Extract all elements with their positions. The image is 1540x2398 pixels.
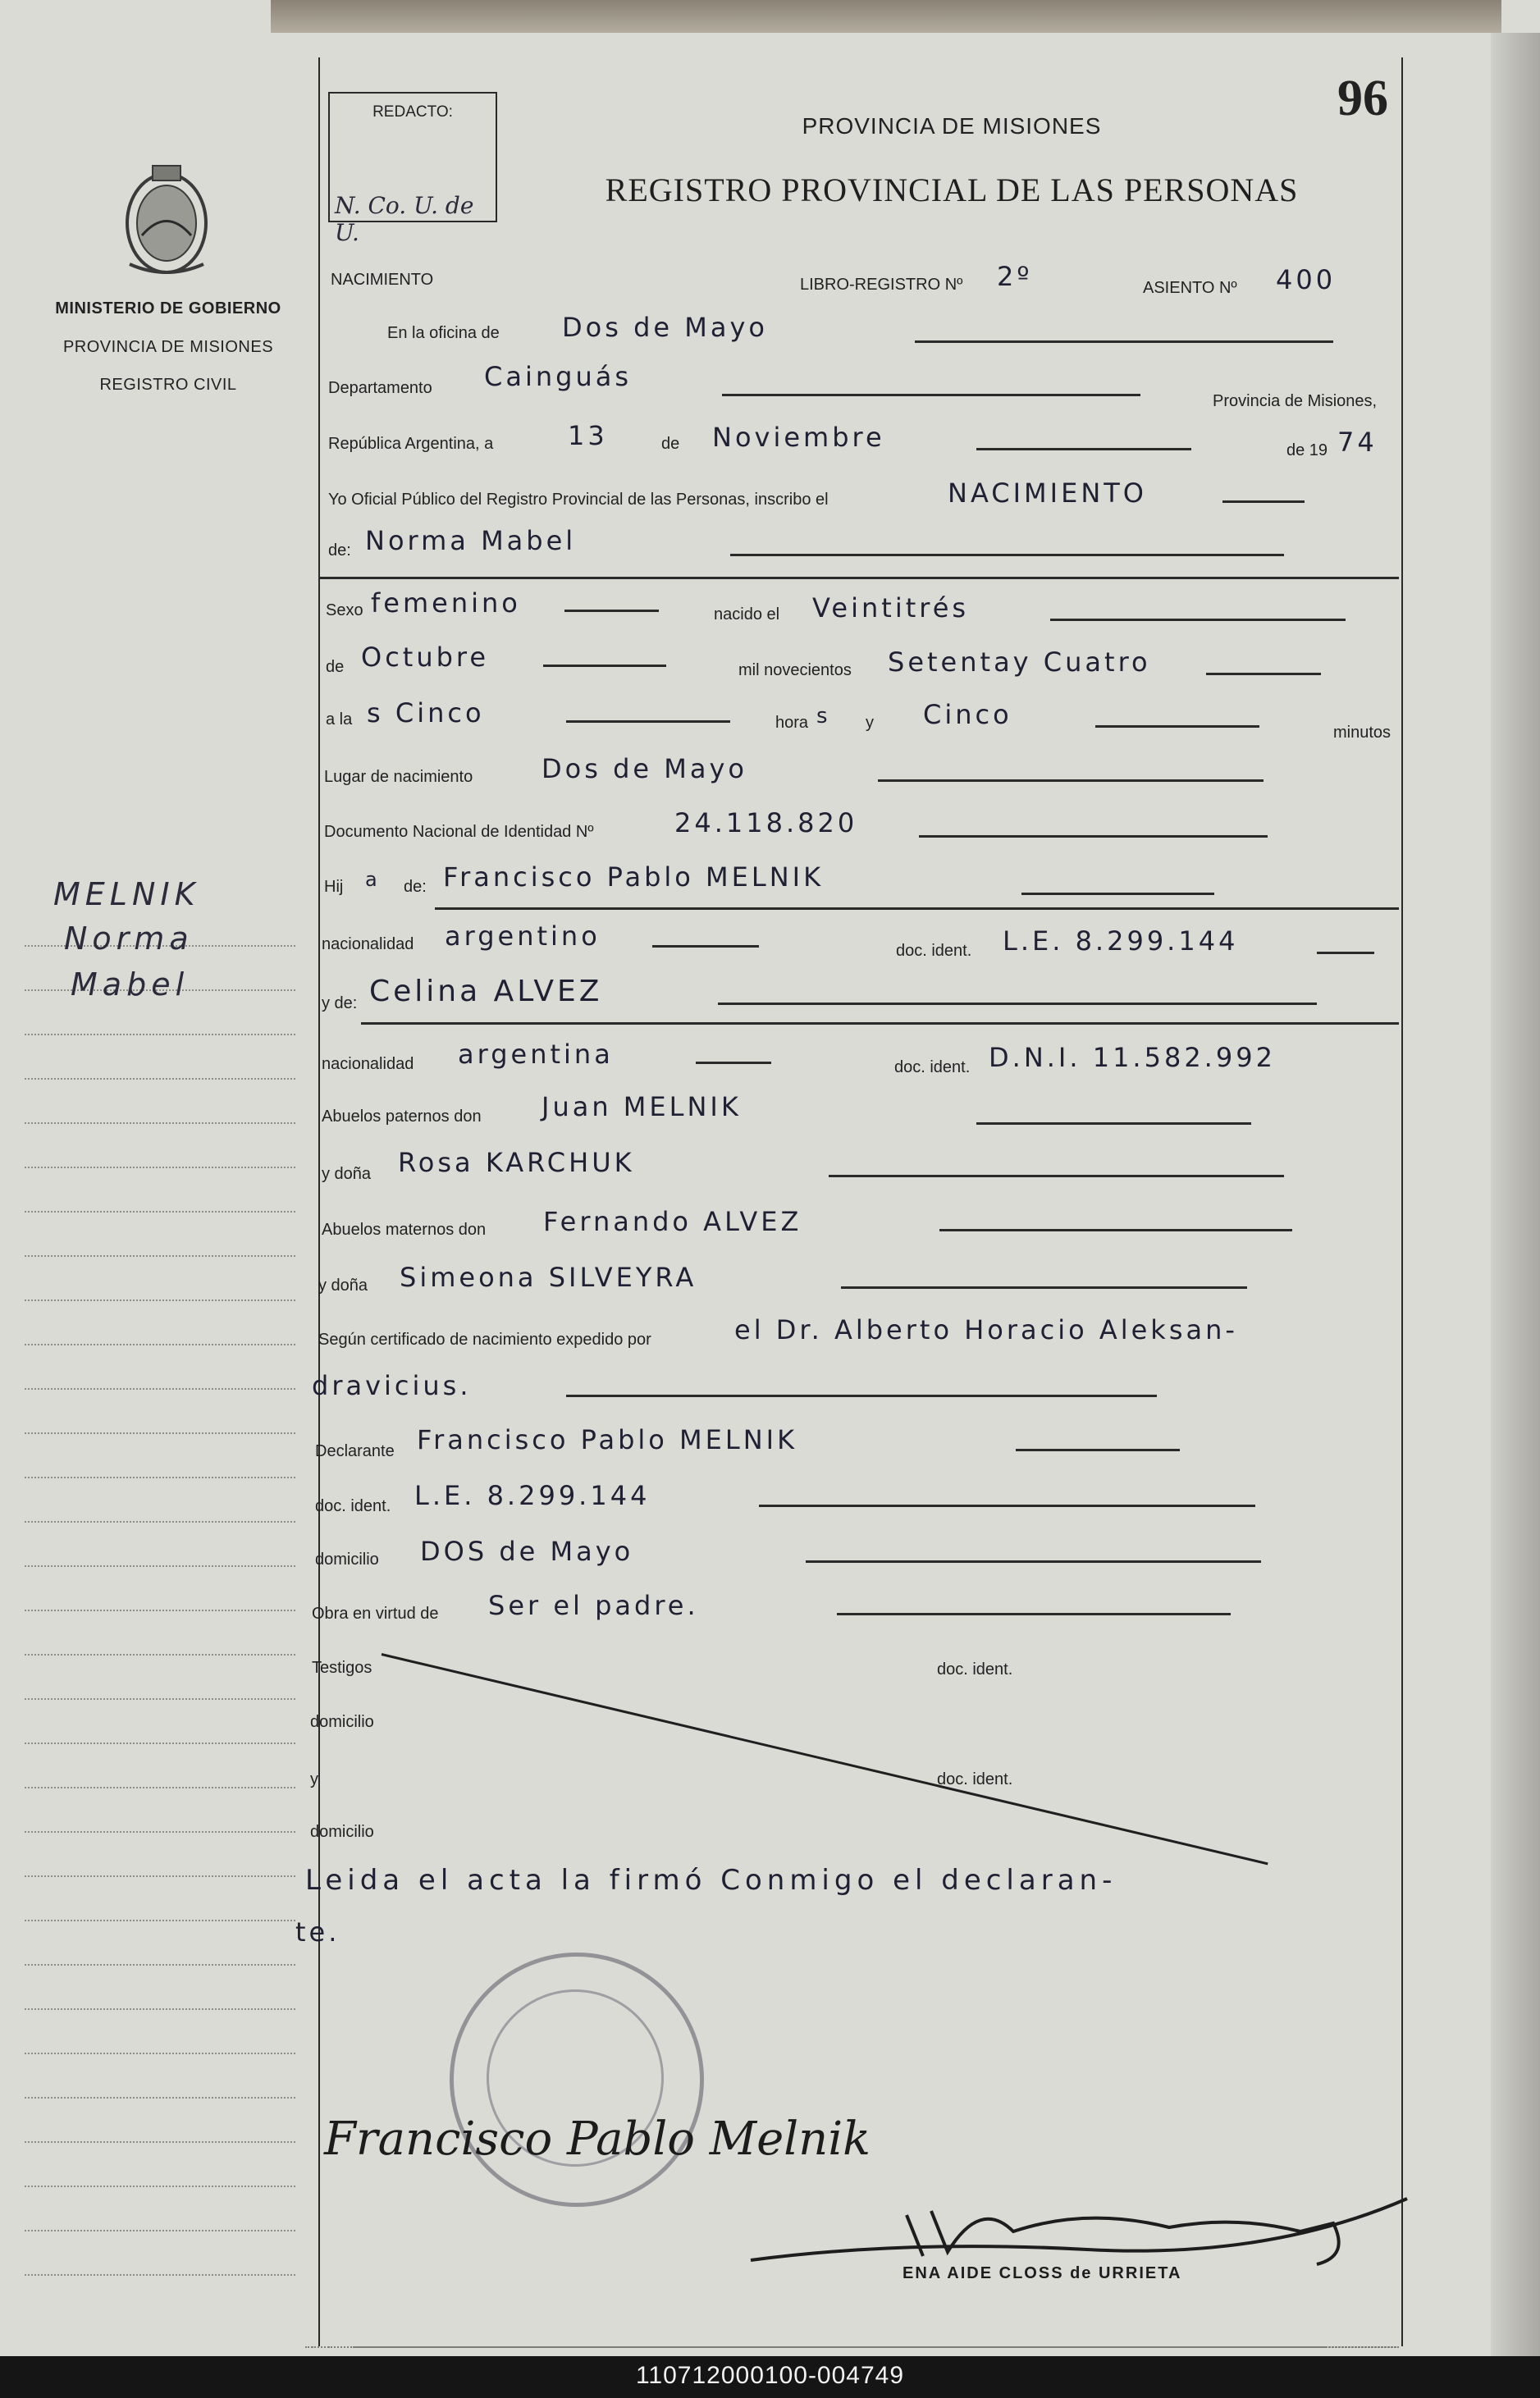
madre-doc-value: D.N.I. 11.582.992	[989, 1042, 1276, 1073]
ab-mat-don-value: Fernando ALVEZ	[543, 1206, 802, 1237]
declarante-label: Declarante	[315, 1442, 395, 1460]
mil-label: mil novecientos	[738, 661, 852, 679]
mil-value: Setentay Cuatro	[888, 646, 1151, 678]
padre-nac-label: nacionalidad	[322, 935, 414, 953]
redacto-label: REDACTO:	[372, 103, 453, 121]
libro-value: 2º	[997, 261, 1033, 292]
padre-doc-label: doc. ident.	[896, 942, 972, 960]
madre-nac-value: argentina	[458, 1039, 614, 1070]
sexo-value: femenino	[371, 587, 521, 619]
asiento-value: 400	[1276, 264, 1337, 295]
ala-label: a la	[326, 710, 353, 729]
de-name-label: de:	[328, 541, 351, 560]
hora-label: hora	[775, 714, 809, 732]
departamento-label: Departamento	[328, 379, 432, 397]
name-value: Norma Mabel	[365, 525, 577, 556]
ab-mat-dona-value: Simeona SILVEYRA	[400, 1262, 697, 1293]
oficina-label: En la oficina de	[387, 324, 500, 342]
hijo-suffix: a	[365, 868, 381, 891]
asiento-label: ASIENTO Nº	[1143, 279, 1237, 297]
redacto-box	[328, 92, 497, 246]
oficina-value: Dos de Mayo	[562, 312, 768, 343]
testigos-doc-label: doc. ident.	[937, 1660, 1013, 1679]
madre-value: Celina ALVEZ	[369, 975, 603, 1008]
province-crest-icon	[105, 158, 228, 281]
redacto-value: N. Co. U. de U.	[335, 192, 474, 246]
ab-pat-dona-label: y doña	[322, 1165, 372, 1183]
page-number: 96	[1337, 71, 1388, 126]
leida-text-cont: te.	[295, 1916, 340, 1948]
testigos-domicilio-label: domicilio	[310, 1713, 374, 1731]
madre-label: y de:	[322, 994, 358, 1012]
ab-mat-label: Abuelos maternos don	[322, 1221, 487, 1239]
oficial-text: Yo Oficial Público del Registro Provincial de las Personas, inscribo el	[328, 491, 829, 509]
minutos-label: minutos	[1333, 724, 1391, 742]
domicilio-label: domicilio	[315, 1551, 379, 1569]
minutos-value: Cinco	[923, 699, 1012, 730]
year-label: de 19	[1286, 441, 1328, 459]
testigos-label: Testigos	[312, 1659, 372, 1677]
record-type-label: NACIMIENTO	[331, 271, 434, 289]
hijo-de-label: de:	[404, 878, 427, 896]
libro-label: LIBRO-REGISTRO Nº	[800, 276, 963, 294]
dni-value: 24.118.820	[674, 807, 858, 838]
ministry-registry: REGISTRO CIVIL	[99, 376, 237, 394]
de2-label: de	[326, 658, 345, 676]
decl-doc-label: doc. ident.	[315, 1497, 391, 1515]
official-stamp	[450, 1953, 704, 2207]
margin-note-surname: MELNIK	[53, 876, 200, 912]
hijo-label: Hij	[324, 878, 344, 896]
day-value: 13	[568, 420, 608, 451]
padre-nac-value: argentino	[445, 920, 601, 952]
departamento-value: Cainguás	[484, 361, 632, 392]
padre-value: Francisco Pablo MELNIK	[443, 861, 825, 893]
ministry-province: PROVINCIA DE MISIONES	[62, 338, 274, 356]
leida-text: Leida el acta la firmó Conmigo el declaran-	[305, 1864, 1117, 1897]
de-label: de	[661, 435, 680, 453]
ministry-title: MINISTERIO DE GOBIERNO	[55, 299, 281, 317]
page-edge	[1491, 33, 1540, 2356]
margin-ruled-lines	[25, 902, 295, 2276]
madre-nac-label: nacionalidad	[322, 1055, 414, 1073]
y-label: y	[866, 714, 874, 732]
official-signature-scribble	[743, 2182, 1415, 2272]
lugar-label: Lugar de nacimiento	[324, 768, 473, 786]
year-value: 74	[1337, 427, 1378, 458]
margin-note-second: Mabel	[71, 966, 190, 1003]
ab-pat-don-value: Juan MELNIK	[542, 1091, 742, 1122]
domicilio-value: DOS de Mayo	[420, 1536, 634, 1567]
lugar-value: Dos de Mayo	[542, 753, 747, 784]
padre-doc-value: L.E. 8.299.144	[1003, 925, 1239, 957]
ab-mat-dona-label: y doña	[318, 1277, 368, 1295]
testigos-doc2-label: doc. ident.	[937, 1770, 1013, 1788]
obra-value: Ser el padre.	[488, 1590, 699, 1621]
scan-reference: 110712000100-004749	[635, 2362, 905, 2389]
declarant-signature: Francisco Pablo Melnik	[324, 2113, 871, 2166]
hora-s: s	[816, 704, 831, 729]
inscribo-value: NACIMIENTO	[948, 477, 1147, 509]
madre-doc-label: doc. ident.	[894, 1058, 971, 1076]
decl-doc-value: L.E. 8.299.144	[414, 1480, 651, 1511]
cert-label: Según certificado de nacimiento expedido por	[318, 1331, 651, 1349]
testigos-domicilio2-label: domicilio	[310, 1823, 374, 1841]
nacido-label: nacido el	[714, 605, 780, 623]
birth-month-value: Octubre	[361, 642, 490, 673]
cert-value: el Dr. Alberto Horacio Aleksan-	[734, 1314, 1238, 1345]
cert-value-cont: dravicius.	[312, 1370, 472, 1401]
official-name: ENA AIDE CLOSS de URRIETA	[903, 2264, 1182, 2282]
province-header: PROVINCIA DE MISIONES	[802, 113, 1102, 139]
nacido-value: Veintitrés	[812, 592, 970, 623]
republica-label: República Argentina, a	[328, 435, 494, 453]
registry-header: REGISTRO PROVINCIAL DE LAS PERSONAS	[605, 171, 1299, 208]
obra-label: Obra en virtud de	[312, 1605, 439, 1623]
provincia-suffix: Provincia de Misiones,	[1213, 392, 1378, 410]
month-value: Noviembre	[712, 422, 885, 453]
sexo-label: Sexo	[326, 601, 363, 619]
ab-pat-dona-value: Rosa KARCHUK	[398, 1147, 635, 1178]
margin-note-first: Norma	[64, 920, 194, 957]
declarante-value: Francisco Pablo MELNIK	[417, 1424, 798, 1455]
hora-value: s Cinco	[367, 697, 485, 729]
left-margin	[0, 0, 318, 2356]
dni-label: Documento Nacional de Identidad Nº	[324, 823, 594, 841]
ab-pat-label: Abuelos paternos don	[322, 1108, 482, 1126]
testigos-y-label: y	[310, 1770, 318, 1788]
book-binding	[271, 0, 1501, 33]
